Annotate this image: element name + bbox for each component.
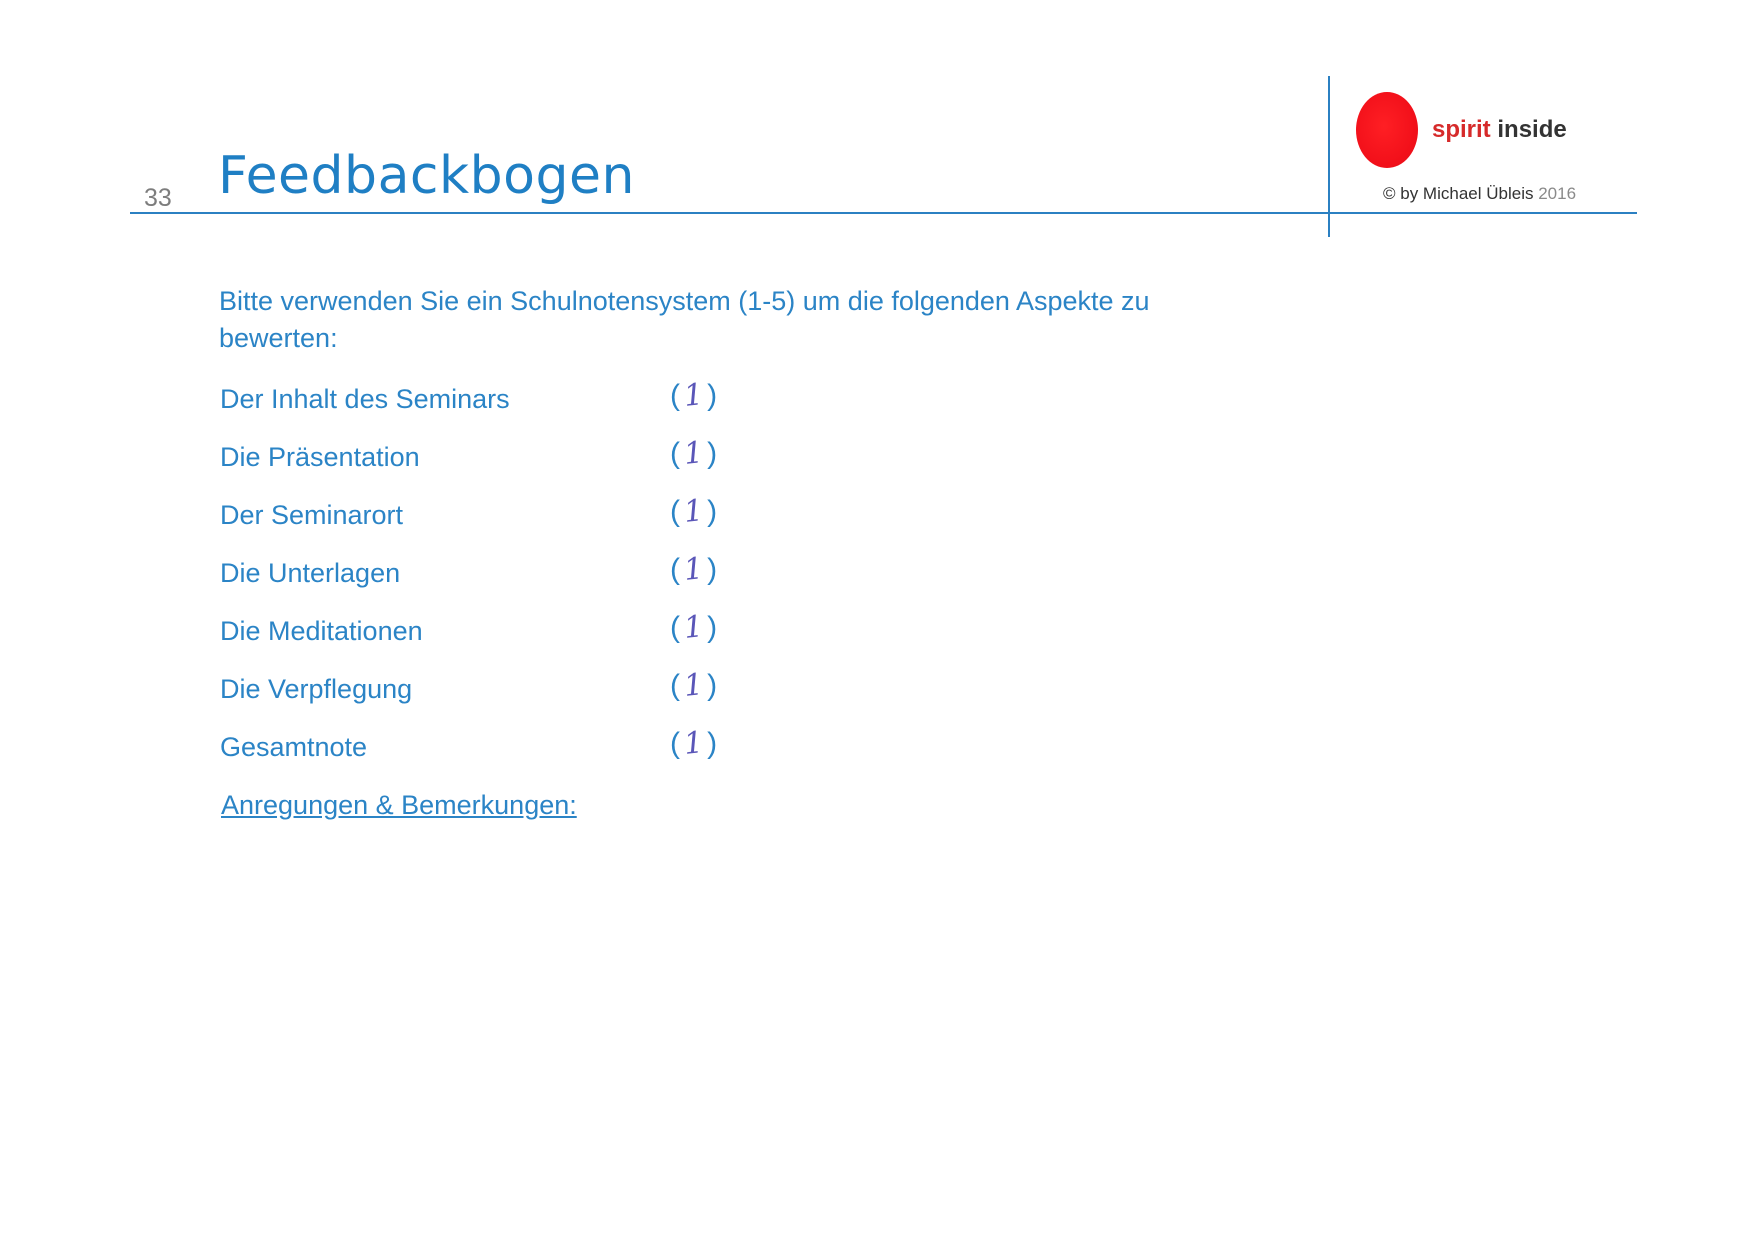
handwritten-rating: 1 <box>682 377 705 414</box>
rating-row <box>220 494 760 538</box>
handwritten-rating: 1 <box>682 725 705 762</box>
logo-word-inside: inside <box>1497 116 1567 143</box>
rating-row <box>220 610 760 654</box>
rating-label: Der Seminarort <box>220 500 404 530</box>
page-title: Feedbackbogen <box>218 146 635 206</box>
rating-label: Gesamtnote <box>220 732 368 762</box>
rating-label: Die Meditationen <box>220 616 423 646</box>
logo-text <box>1432 116 1567 144</box>
header-divider <box>1328 76 1330 237</box>
handwritten-rating: 1 <box>682 667 705 704</box>
header-rule <box>130 212 1637 214</box>
rating-row <box>220 668 760 712</box>
rating-label: Die Unterlagen <box>220 558 401 588</box>
rating-label: Die Präsentation <box>220 442 420 472</box>
rating-value: (1) <box>670 725 718 762</box>
rating-row <box>220 552 760 596</box>
copyright-year: 2016 <box>1538 184 1577 203</box>
copyright-owner: © by Michael Übleis <box>1383 184 1534 203</box>
rating-value: (1) <box>670 435 718 472</box>
handwritten-rating: 1 <box>682 493 705 530</box>
rating-value: (1) <box>670 377 718 414</box>
logo-word-spirit: spirit <box>1432 116 1491 143</box>
remarks-heading: Anregungen & Bemerkungen: <box>221 790 577 820</box>
handwritten-rating: 1 <box>682 551 705 588</box>
page-number: 33 <box>144 184 172 212</box>
rating-label: Die Verpflegung <box>220 674 413 704</box>
rating-label: Der Inhalt des Seminars <box>220 384 510 414</box>
rating-value: (1) <box>670 551 718 588</box>
logo-dot-icon <box>1356 92 1418 168</box>
rating-value: (1) <box>670 493 718 530</box>
rating-row <box>220 378 760 422</box>
rating-value: (1) <box>670 667 718 704</box>
instructions-text: Bitte verwenden Sie ein Schulnotensystem (1-5) um die folgenden Aspekte zu bewerten: <box>219 286 1150 353</box>
handwritten-rating: 1 <box>682 609 705 646</box>
handwritten-rating: 1 <box>682 435 705 472</box>
rating-value: (1) <box>670 609 718 646</box>
rating-row <box>220 436 760 480</box>
rating-row <box>220 726 760 770</box>
copyright <box>1383 184 1576 204</box>
